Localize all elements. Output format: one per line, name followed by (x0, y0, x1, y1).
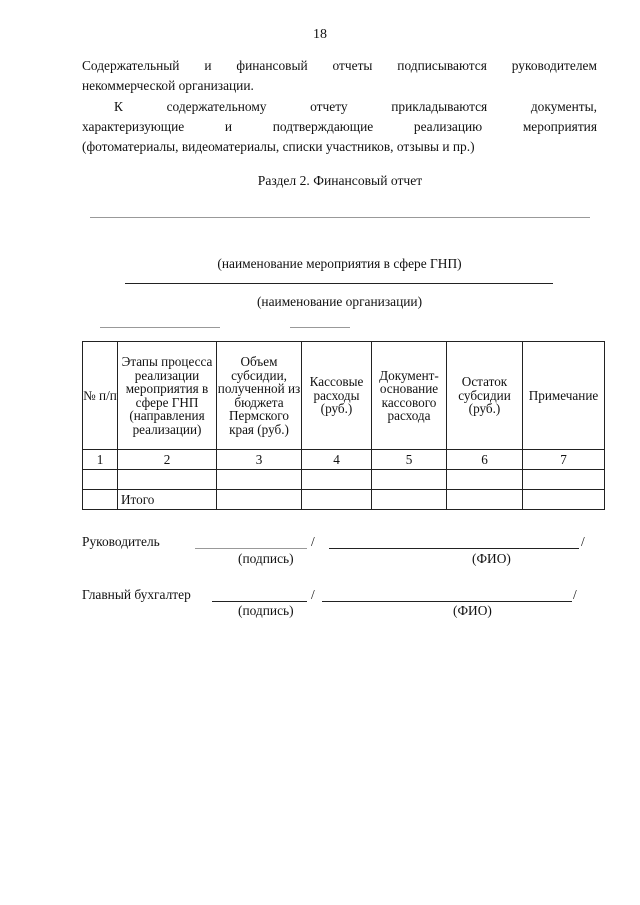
total-label: Итого (118, 490, 217, 510)
head-signature-line[interactable] (195, 548, 307, 549)
table-total-row (83, 490, 605, 510)
event-name-line (90, 217, 590, 218)
table-row (83, 470, 605, 490)
table-cell[interactable] (83, 470, 118, 490)
header-subsidy-volume: Объем субсидии, полученной из бюджета Пермского края (руб.) (217, 342, 302, 450)
slash: / (573, 587, 577, 602)
table-cell[interactable] (217, 490, 302, 510)
word: характеризующие (82, 119, 185, 134)
slash: / (311, 534, 315, 549)
table-cell[interactable] (372, 490, 447, 510)
column-number: 4 (302, 450, 372, 470)
word: мероприятия (522, 119, 597, 134)
paragraph-attachments (82, 97, 597, 157)
org-name-caption: (наименование организации) (256, 294, 423, 309)
org-name-line (125, 283, 553, 284)
event-name-caption: (наименование мероприятия в сфере ГНП) (217, 256, 462, 271)
head-label: Руководитель (82, 534, 160, 549)
scan-artifact-line (100, 327, 220, 328)
table-cell[interactable] (447, 470, 523, 490)
accountant-fio-caption: (ФИО) (453, 603, 492, 618)
word: и (224, 119, 233, 134)
column-number: 6 (447, 450, 523, 470)
page-number: 18 (313, 27, 327, 42)
header-number: № п/п (83, 342, 118, 450)
table-header-row (83, 342, 605, 450)
financial-report-table (82, 341, 605, 510)
word: Содержательный (82, 58, 180, 73)
accountant-label: Главный бухгалтер (82, 587, 191, 602)
word: подписываются (397, 58, 487, 73)
word: К (114, 99, 123, 114)
paragraph-signing (82, 56, 597, 96)
table-cell[interactable] (302, 490, 372, 510)
word: реализацию (413, 119, 483, 134)
head-fio-line[interactable] (329, 548, 579, 549)
head-fio-caption: (ФИО) (472, 551, 511, 566)
table-cell[interactable] (302, 470, 372, 490)
table-cell[interactable] (118, 470, 217, 490)
paragraph-signing-line-1 (82, 56, 597, 76)
column-number: 5 (372, 450, 447, 470)
word: руководителем (511, 58, 597, 73)
column-number: 1 (83, 450, 118, 470)
accountant-fio-line[interactable] (322, 601, 572, 602)
table-cell[interactable] (372, 470, 447, 490)
header-basis-document: Документ-основание кассового расхода (372, 342, 447, 450)
table-column-numbers-row (83, 450, 605, 470)
word: финансовый (236, 58, 308, 73)
table-cell[interactable] (523, 470, 605, 490)
paragraph-attachments-line-1 (82, 97, 597, 117)
header-cash-expenses: Кассовые расходы (руб.) (302, 342, 372, 450)
table-cell[interactable] (83, 490, 118, 510)
table-cell[interactable] (523, 490, 605, 510)
header-subsidy-balance: Остаток субсидии (руб.) (447, 342, 523, 450)
word: подтверждающие (272, 119, 374, 134)
paragraph-attachments-line-3: (фотоматериалы, видеоматериалы, списки участников, отзывы и пр.) (82, 139, 475, 154)
header-stages: Этапы процесса реализации мероприятия в сфере ГНП (направления реализации) (118, 342, 217, 450)
header-note: Примечание (523, 342, 605, 450)
scan-artifact-line (290, 327, 350, 328)
word: отчету (310, 99, 348, 114)
word: отчеты (332, 58, 373, 73)
word: прикладываются (391, 99, 488, 114)
slash: / (581, 534, 585, 549)
word: содержательному (166, 99, 267, 114)
accountant-signature-line[interactable] (212, 601, 307, 602)
column-number: 7 (523, 450, 605, 470)
section-title: Раздел 2. Финансовый отчет (257, 173, 423, 188)
column-number: 2 (118, 450, 217, 470)
accountant-signature-caption: (подпись) (238, 603, 294, 618)
paragraph-signing-line-2: некоммерческой организации. (82, 78, 254, 93)
head-signature-caption: (подпись) (238, 551, 294, 566)
word: и (204, 58, 212, 73)
paragraph-attachments-line-2 (82, 117, 597, 137)
table-cell[interactable] (447, 490, 523, 510)
slash: / (311, 587, 315, 602)
word: документы, (530, 99, 597, 114)
column-number: 3 (217, 450, 302, 470)
table-cell[interactable] (217, 470, 302, 490)
